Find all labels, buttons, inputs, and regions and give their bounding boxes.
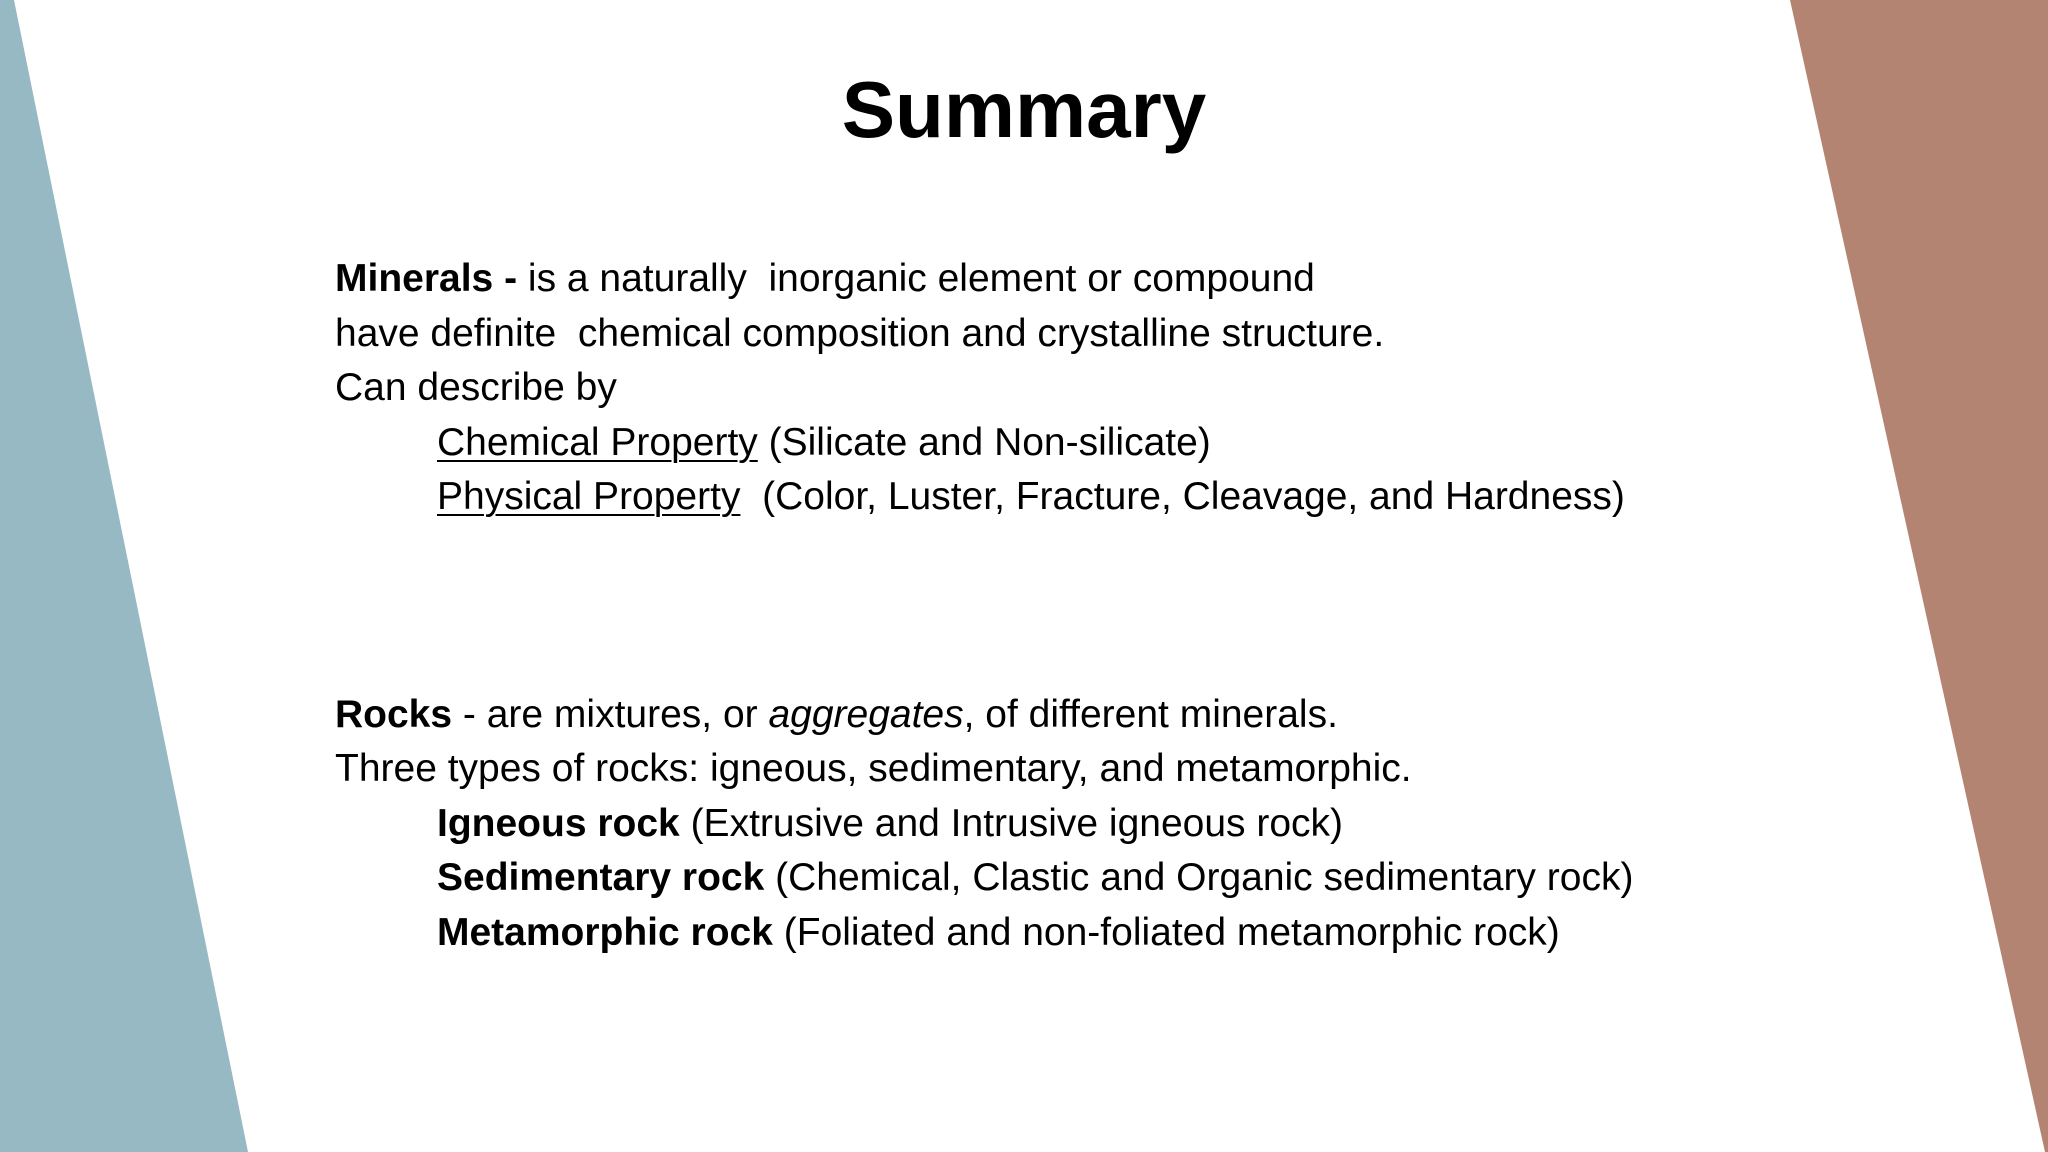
slide-body — [335, 252, 1735, 960]
section-spacer — [335, 525, 1735, 688]
rocks-definition-line — [335, 688, 1735, 743]
metamorphic-rock-label: Metamorphic rock — [437, 910, 773, 954]
minerals-line-3: Can describe by — [335, 366, 617, 409]
rocks-line-2: Three types of rocks: igneous, sedimentary, and metamorphic. — [335, 747, 1412, 790]
sedimentary-rock-label: Sedimentary rock — [437, 856, 765, 899]
metamorphic-rock-detail: (Foliated and non-foliated metamorphic rock) — [772, 910, 1560, 954]
rocks-definition-b: , of different minerals. — [963, 692, 1338, 736]
rocks-term: Rocks — [335, 692, 453, 736]
slide-title: Summary — [841, 65, 1207, 154]
metamorphic-rock-line — [335, 906, 1735, 961]
chemical-property-detail: (Silicate and Non-silicate) — [757, 420, 1211, 464]
minerals-definition-line — [335, 252, 1735, 307]
minerals-definition: is a naturally inorganic element or compound — [517, 257, 1315, 300]
igneous-rock-label: Igneous rock — [437, 801, 680, 845]
sedimentary-rock-detail: (Chemical, Clastic and Organic sedimentary rock) — [764, 856, 1634, 899]
physical-property-label: Physical Property — [437, 475, 741, 518]
minerals-line-2: have definite chemical composition and crystalline structure. — [335, 311, 1385, 355]
right-color-band — [1790, 0, 2048, 1152]
igneous-rock-detail: (Extrusive and Intrusive igneous rock) — [679, 801, 1344, 845]
chemical-property-line — [335, 416, 1735, 471]
chemical-property-label: Chemical Property — [437, 420, 758, 464]
rocks-definition-a: - are mixtures, or — [452, 692, 769, 736]
sedimentary-rock-line — [335, 851, 1735, 906]
igneous-rock-line — [335, 797, 1735, 852]
physical-property-line — [335, 470, 1735, 525]
rocks-definition-italic: aggregates — [768, 692, 964, 736]
physical-property-detail: (Color, Luster, Fracture, Cleavage, and Hardness) — [740, 475, 1625, 518]
minerals-term: Minerals - — [335, 257, 518, 300]
left-color-band — [0, 0, 248, 1152]
